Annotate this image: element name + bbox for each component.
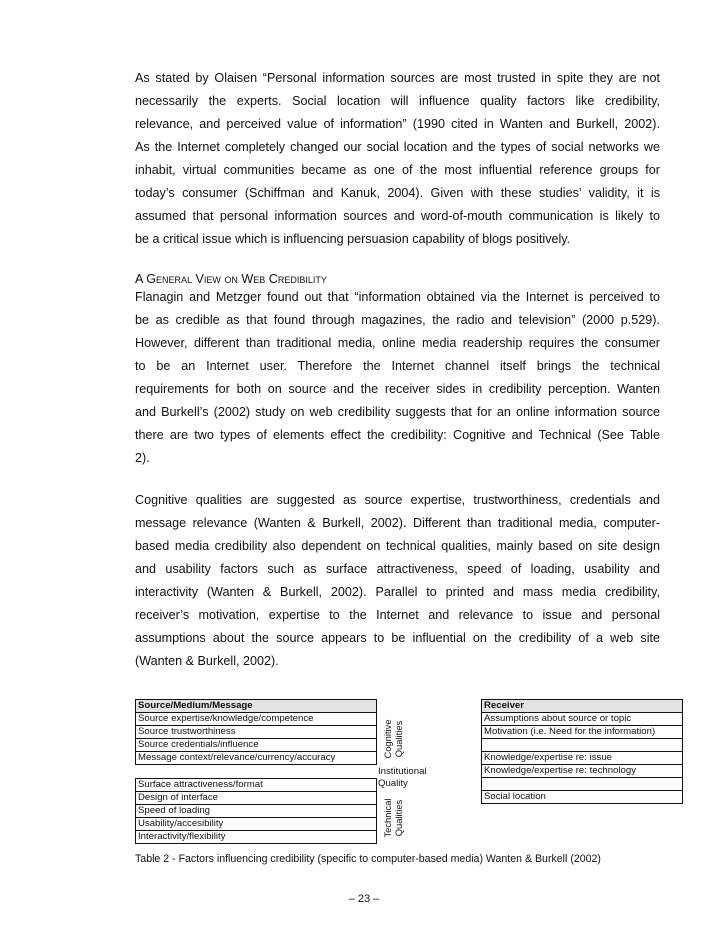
table-cell: Interactivity/flexibility: [138, 831, 226, 842]
paragraph-olaisen: [135, 67, 660, 251]
text-line: receiver’s motivation, expertise to the Internet and relevance to issue and personal: [135, 608, 660, 622]
receiver-header: Receiver: [482, 700, 682, 713]
table-caption: Table 2 - Factors influencing credibility (specific to computer-based media) Wanten & Burkell (2002): [135, 853, 601, 865]
table-cell: [482, 739, 682, 752]
table-cell: Knowledge/expertise re: technology: [482, 765, 682, 778]
table-cell: Message context/relevance/currency/accuracy: [138, 752, 336, 763]
table-cell: Speed of loading: [136, 805, 376, 818]
paragraph-flanagin: [135, 286, 660, 470]
text-line: relevance, and perceived value of information” (1990 cited in Wanten and Burkell, 2002).: [135, 117, 660, 131]
text-line: (Wanten & Burkell, 2002).: [135, 654, 279, 668]
text-line: message relevance (Wanten & Burkell, 2002). Different than traditional media, computer-: [135, 516, 660, 530]
institutional-quality-label: Institutional Quality: [378, 766, 427, 789]
text-line: and Burkell’s (2002) study on web credibility suggests that for an online information source: [135, 405, 660, 419]
source-header: Source/Medium/Message: [136, 700, 376, 713]
text-line: and usability factors such as surface attractiveness, speed of loading, usability and: [135, 562, 660, 576]
table-cell: Usability/accesibility: [136, 818, 376, 831]
text-line: to be an Internet user. Therefore the Internet channel itself brings the technical: [135, 359, 660, 373]
source-cognitive-box: [135, 699, 377, 765]
text-line: 2).: [135, 451, 150, 465]
paragraph-cognitive: [135, 489, 660, 673]
text-line: Flanagin and Metzger found out that “information obtained via the Internet is perceived to: [135, 290, 660, 304]
table-cell: [482, 778, 682, 791]
cognitive-label-line: Cognitive: [382, 719, 393, 759]
text-line: there are two types of elements effect the credibility: Cognitive and Technical (See Table: [135, 428, 660, 442]
text-line: be as credible as that found through magazines, the radio and television” (2000 p.529).: [135, 313, 660, 327]
text-line: based media credibility also dependent on technical qualities, mainly based on site design: [135, 539, 660, 553]
table-cell: Source credentials/influence: [136, 739, 376, 752]
text-line: As stated by Olaisen “Personal information sources are most trusted in spite they are not: [135, 71, 660, 85]
text-line: necessarily the experts. Social location will influence quality factors like credibility,: [135, 94, 660, 108]
cognitive-qualities-label: [382, 711, 406, 767]
technical-label-line: Technical: [382, 798, 393, 838]
text-line: assumed that personal information sources and word-of-mouth communication is likely to: [135, 209, 660, 223]
source-technical-box: [135, 778, 377, 844]
table-cell: Social location: [484, 791, 546, 802]
text-line: However, different than traditional media, online media readership requires the consumer: [135, 336, 660, 350]
text-line: assumptions about the source appears to be influential on the credibility of a web site: [135, 631, 660, 645]
cognitive-label-line: Qualities: [393, 720, 404, 758]
receiver-box: [481, 699, 683, 804]
table-cell: Motivation (i.e. Need for the information): [482, 726, 682, 739]
table-cell: Source expertise/knowledge/competence: [136, 713, 376, 726]
table-cell: Assumptions about source or topic: [482, 713, 682, 726]
section-heading: A General View on Web Credibility: [135, 272, 327, 286]
page-number: – 23 –: [348, 893, 380, 905]
table-cell: Source trustworthiness: [136, 726, 376, 739]
text-line: interactivity (Wanten & Burkell, 2002). Parallel to printed and mass media credibility,: [135, 585, 660, 599]
text-line: today’s consumer (Schiffman and Kanuk, 2004). Given with these studies’ validity, it is: [135, 186, 660, 200]
table-cell: Knowledge/expertise re: issue: [482, 752, 682, 765]
technical-label-line: Qualities: [393, 799, 404, 837]
text-line: be a critical issue which is influencing persuasion capability of blogs positively.: [135, 232, 571, 246]
text-line: As the Internet completely changed our social location and the types of social networks we: [135, 140, 660, 154]
text-line: inhabit, virtual communities became as one of the most influential reference groups for: [135, 163, 660, 177]
text-line: Cognitive qualities are suggested as source expertise, trustworthiness, credentials and: [135, 493, 660, 507]
technical-qualities-label: [382, 790, 406, 846]
table-cell: Surface attractiveness/format: [136, 779, 376, 792]
table-cell: Design of interface: [136, 792, 376, 805]
text-line: requirements for both on source and the receiver sides in credibility perception. Wanten: [135, 382, 660, 396]
